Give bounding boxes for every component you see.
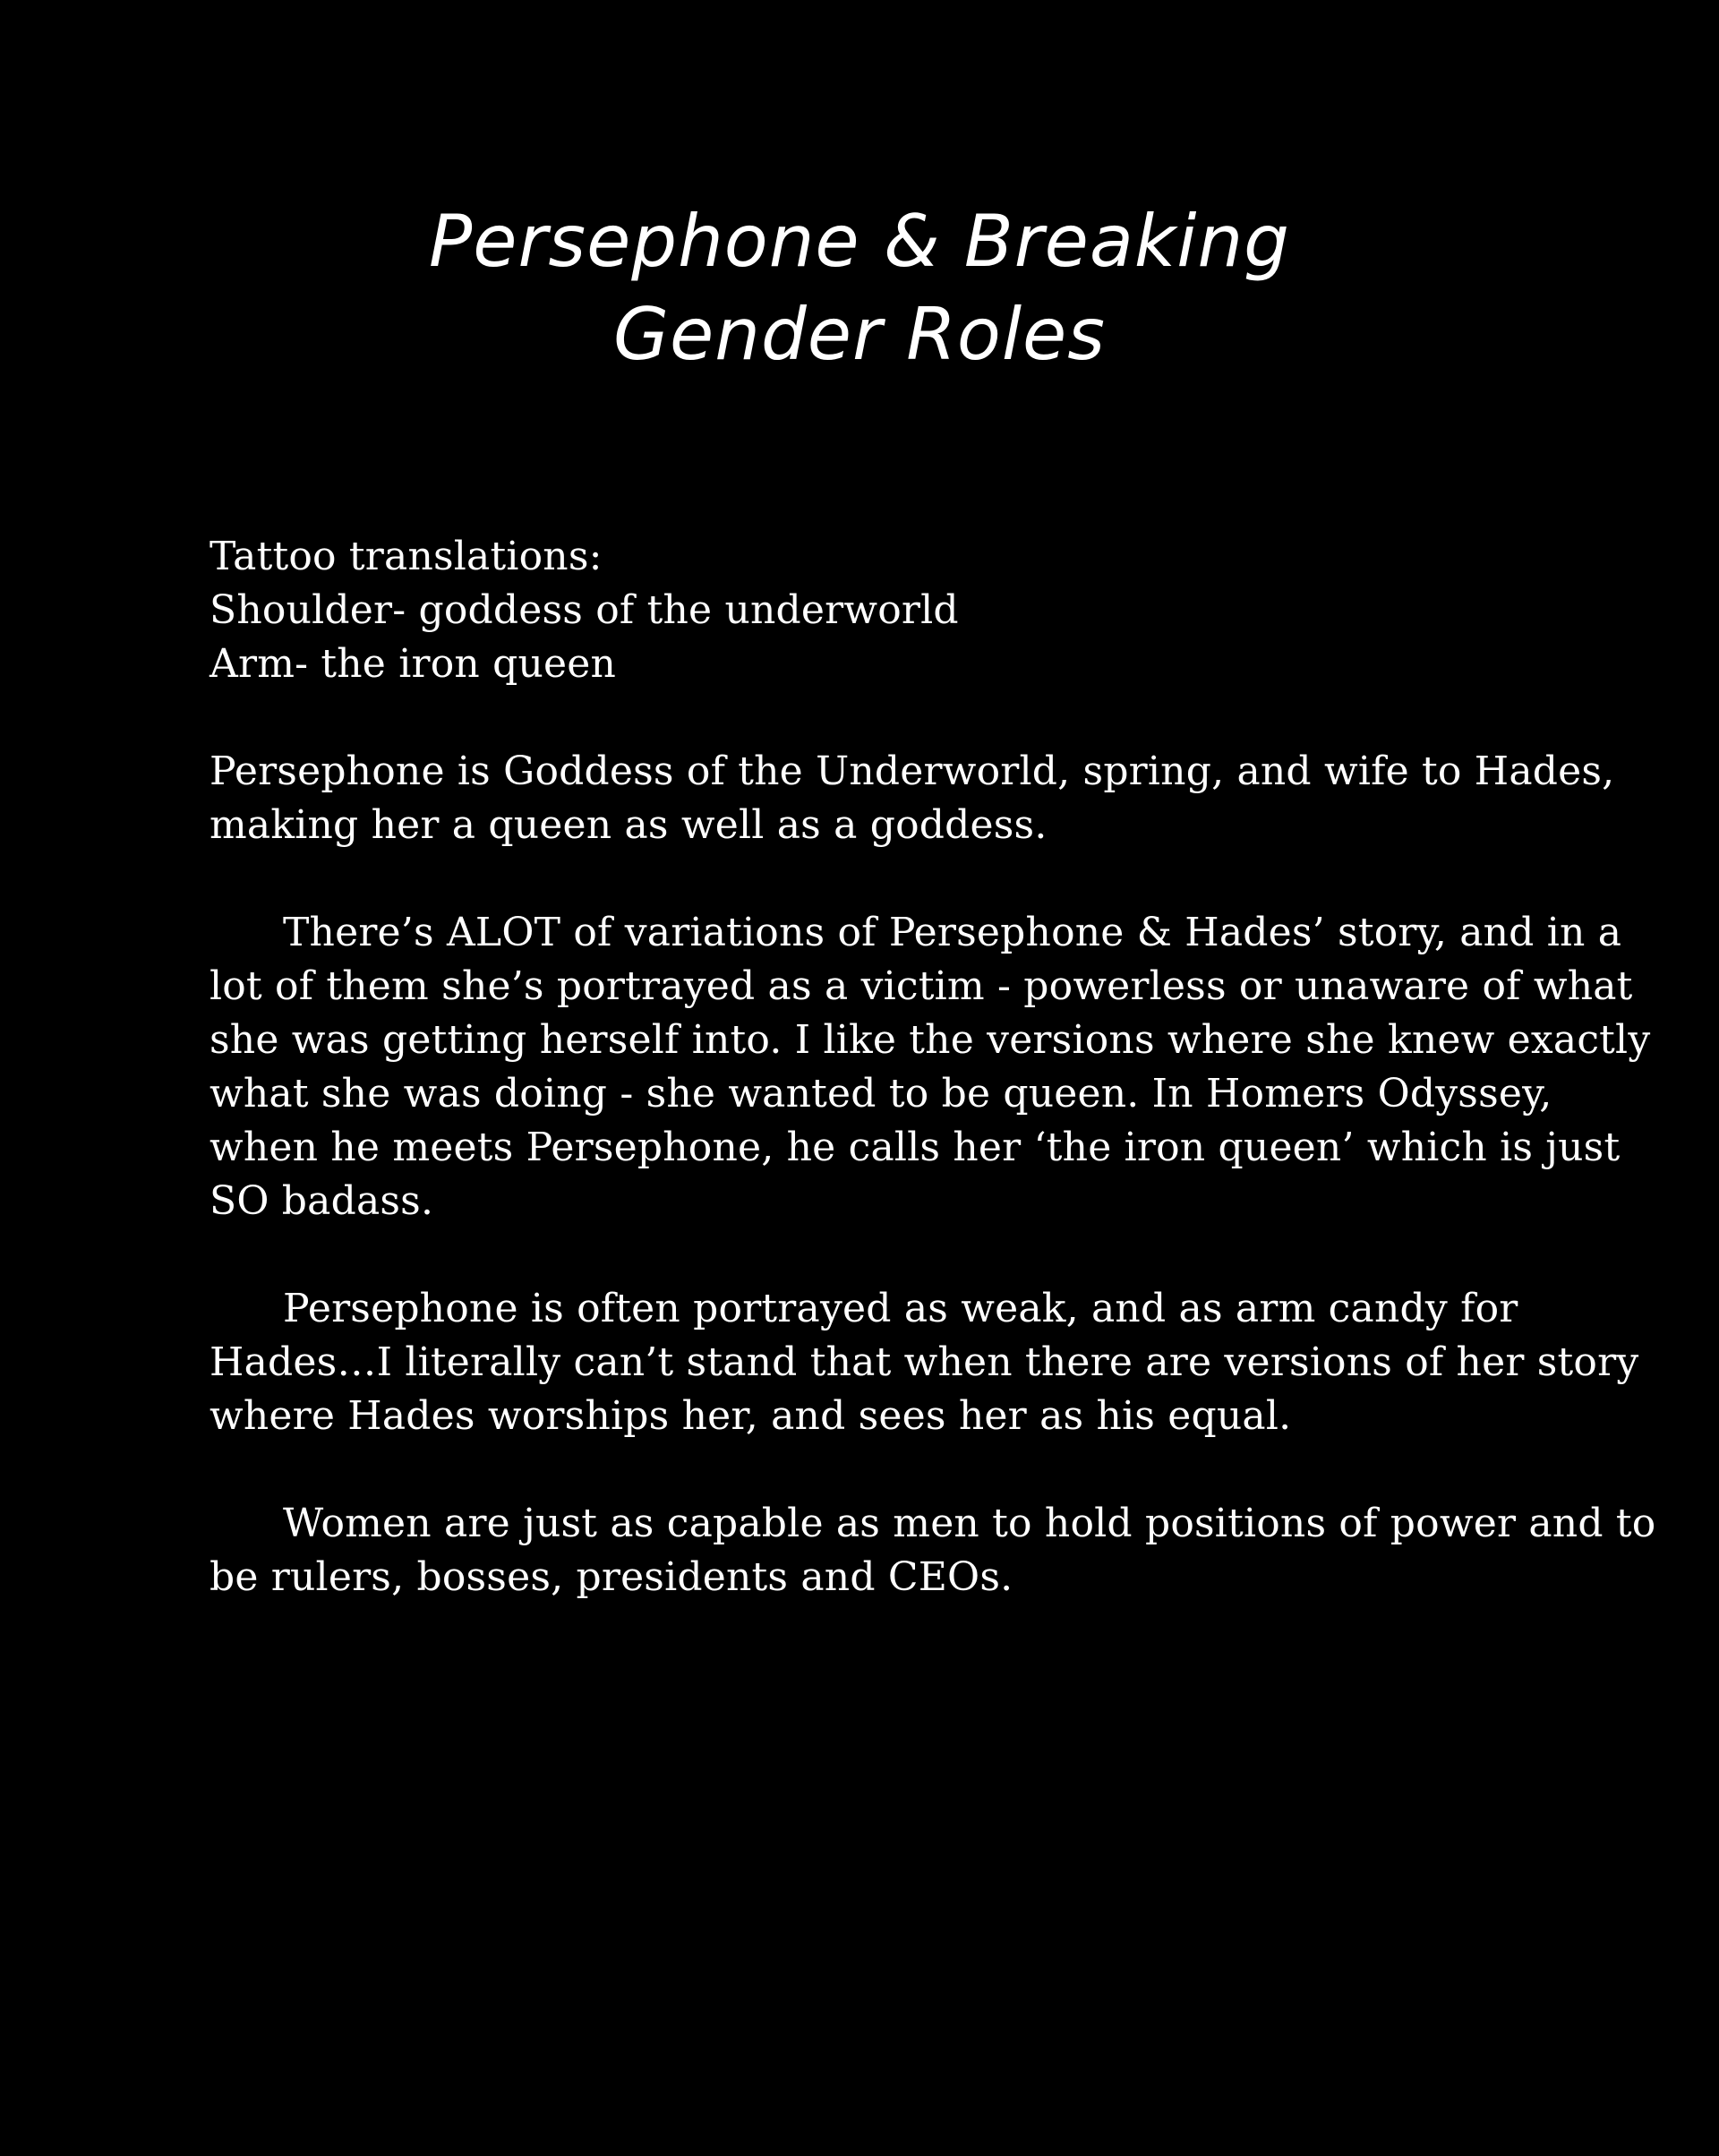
paragraph-line: There’s ALOT of variations of Persephone & Hades’ story, and in a <box>283 910 1622 955</box>
title-line-1: Persephone & Breaking <box>429 200 1290 283</box>
paragraph-gap <box>210 852 1642 906</box>
paragraph-intro <box>210 745 1642 852</box>
paragraph-line: lot of them she’s portrayed as a victim - powerless or unaware of what <box>210 963 1633 1009</box>
tattoo-arm: Arm- the iron queen <box>210 641 617 687</box>
title-line-2: Gender Roles <box>613 293 1106 376</box>
paragraph-line: be rulers, bosses, presidents and CEOs. <box>210 1554 1013 1600</box>
paragraph-women <box>210 1497 1656 1604</box>
tattoo-heading: Tattoo translations: <box>210 534 603 579</box>
paragraph-line: Persephone is often portrayed as weak, and as arm candy for <box>283 1286 1518 1331</box>
paragraph-line: making her a queen as well as a goddess. <box>210 802 1048 848</box>
paragraph-variations <box>210 906 1651 1228</box>
paragraph-gap <box>210 1443 1642 1497</box>
tattoo-translations <box>210 530 1642 691</box>
paragraph-line: Women are just as capable as men to hold positions of power and to <box>283 1501 1656 1546</box>
paragraph-weak <box>210 1282 1642 1443</box>
page-title <box>0 195 1719 381</box>
paragraph-line: where Hades worships her, and sees her as his equal. <box>210 1393 1292 1439</box>
paragraph-line: she was getting herself into. I like the versions where she knew exactly <box>210 1017 1651 1063</box>
paragraph-line: what she was doing - she wanted to be queen. In Homers Odyssey, <box>210 1071 1552 1116</box>
paragraph-gap <box>210 691 1642 745</box>
paragraph-line: Hades…I literally can’t stand that when there are versions of her story <box>210 1339 1639 1385</box>
body-text <box>210 530 1656 1604</box>
paragraph-line: when he meets Persephone, he calls her ‘the iron queen’ which is just <box>210 1125 1621 1170</box>
paragraph-line: SO badass. <box>210 1178 434 1224</box>
tattoo-shoulder: Shoulder- goddess of the underworld <box>210 587 959 633</box>
paragraph-gap <box>210 1228 1642 1282</box>
paragraph-line: Persephone is Goddess of the Underworld, spring, and wife to Hades, <box>210 749 1615 794</box>
